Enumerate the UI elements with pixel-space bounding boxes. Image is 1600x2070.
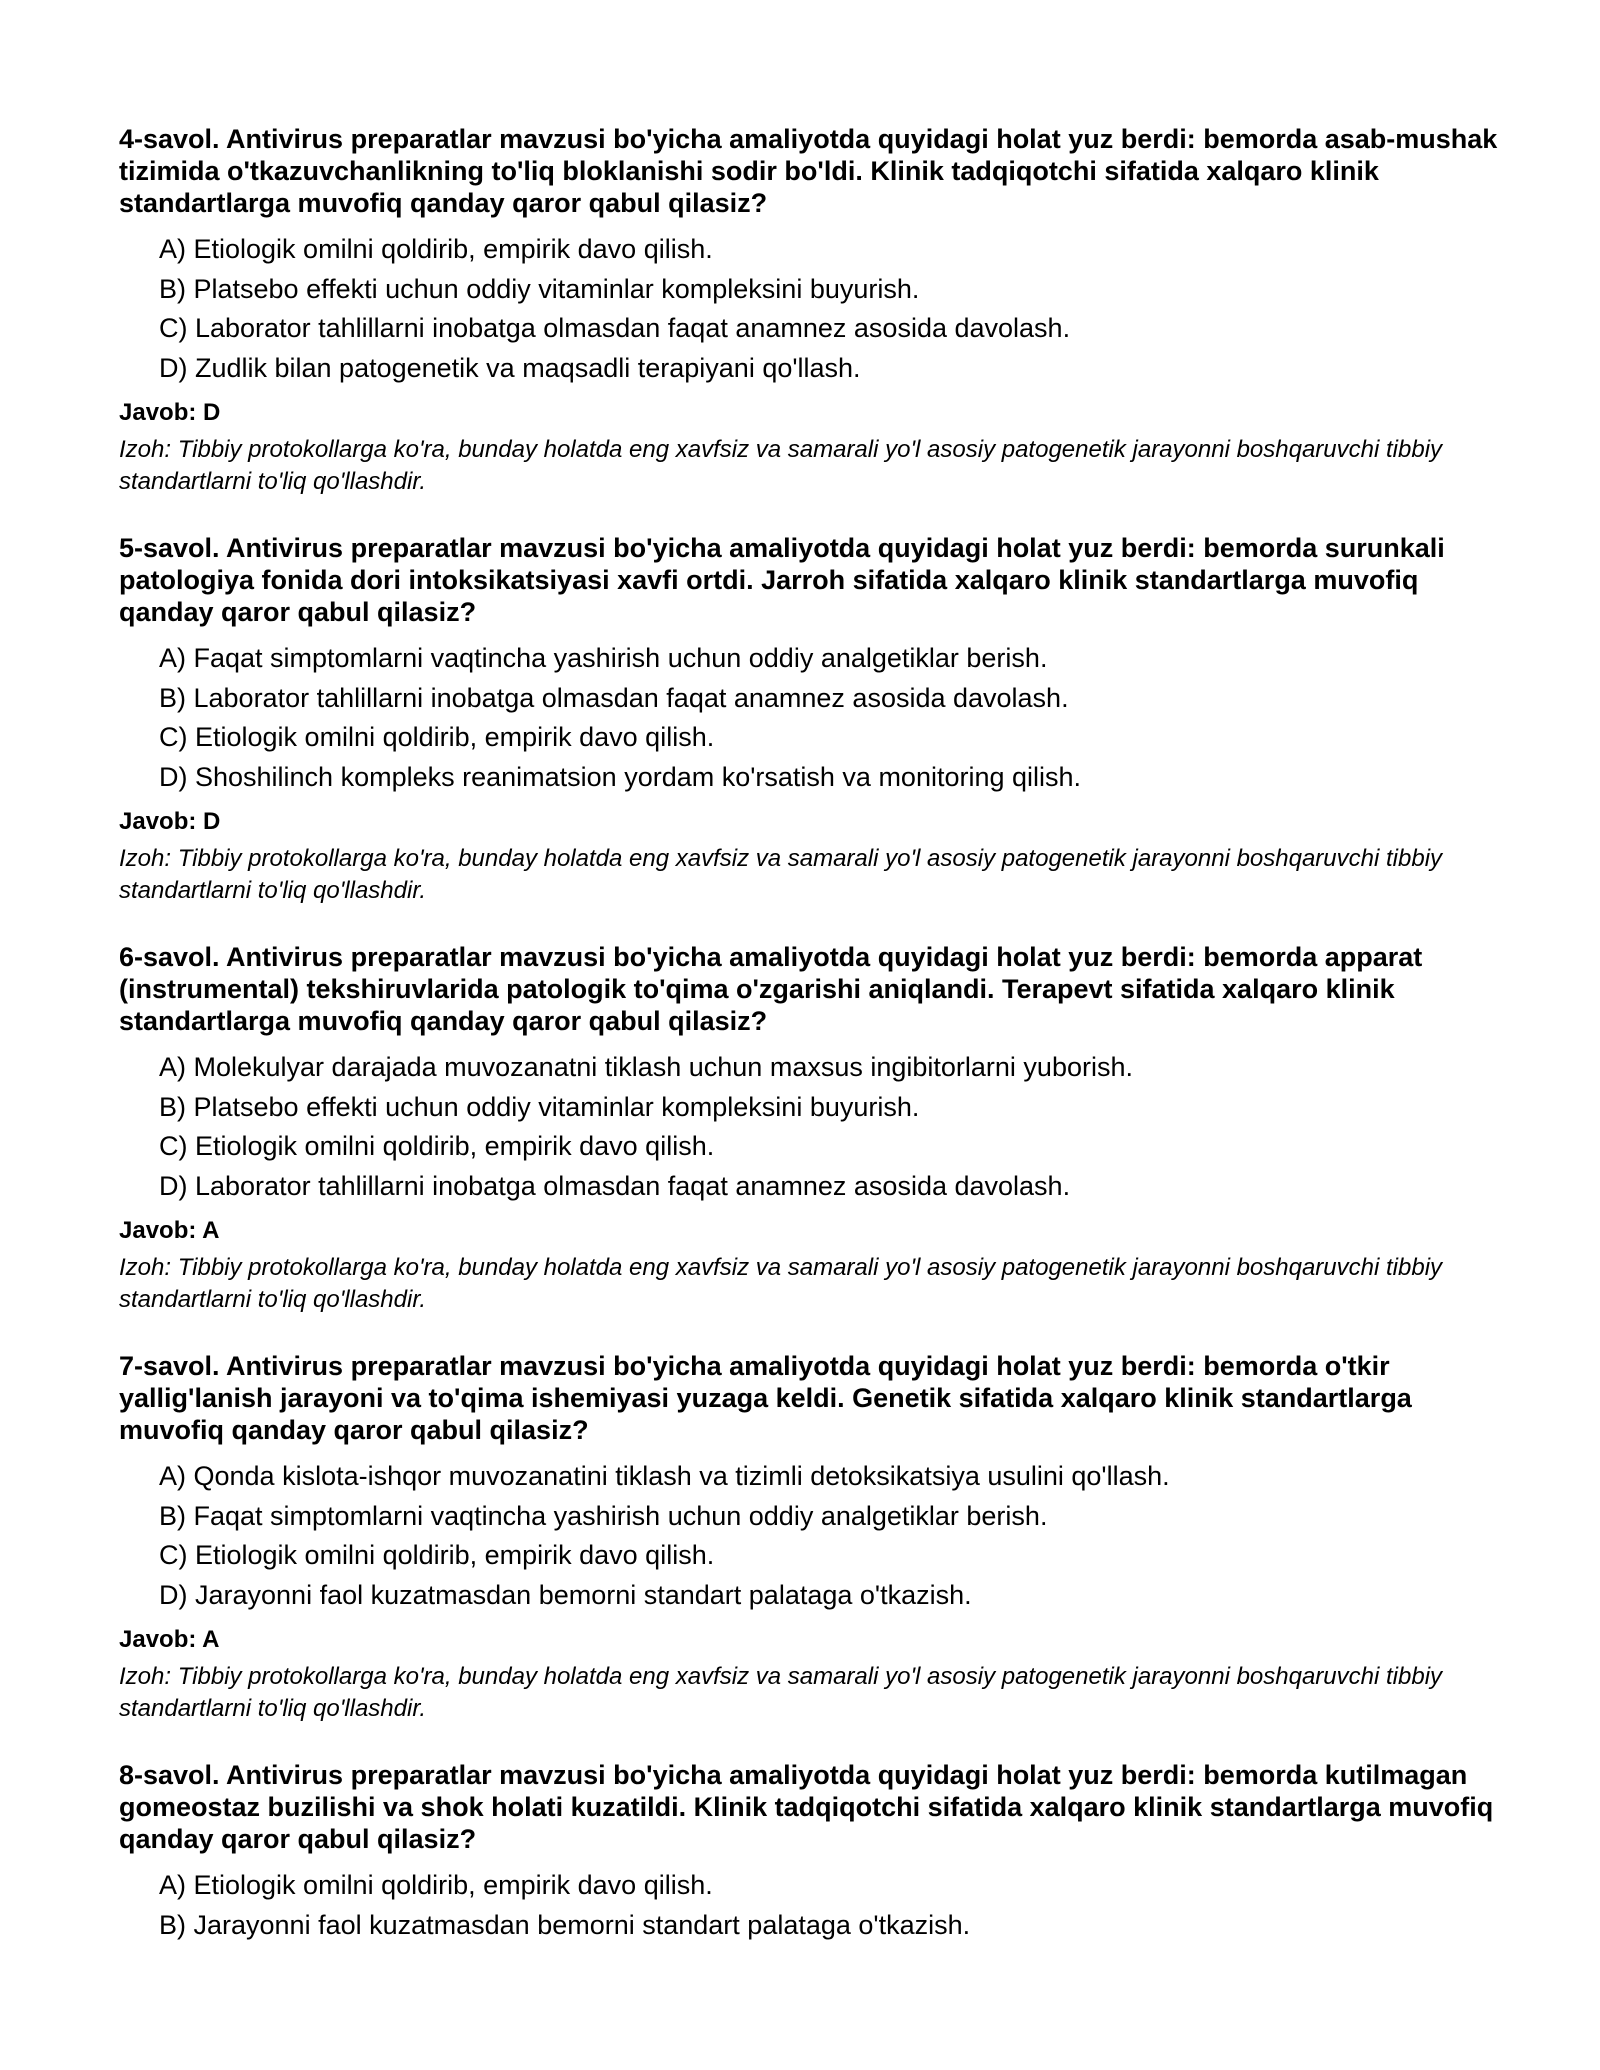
- option-b: B) Platsebo effekti uchun oddiy vitaminlar kompleksini buyurish.: [159, 273, 920, 304]
- answer-line: Javob: A: [119, 1217, 220, 1244]
- option-b: B) Faqat simptomlarni vaqtincha yashirish uchun oddiy analgetiklar berish.: [159, 1500, 1048, 1531]
- option-d: D) Zudlik bilan patogenetik va maqsadli terapiyani qo'llash.: [159, 352, 861, 383]
- option-a: A) Faqat simptomlarni vaqtincha yashirish uchun oddiy analgetiklar berish.: [159, 643, 1048, 673]
- answer-line: Javob: D: [119, 399, 221, 426]
- option-b: B) Laborator tahlillarni inobatga olmasdan faqat anamnez asosida davolash.: [159, 682, 1069, 713]
- question-block-4: [119, 123, 1499, 498]
- explanation-note: Izoh: Tibbiy protokollarga ko'ra, bunday holatda eng xavfsiz va samarali yo'l asosiy patogenetik jarayonni boshqaruvchi tibbiy standartlarni to'liq qo'llashdir.: [119, 1663, 1443, 1722]
- explanation-note: Izoh: Tibbiy protokollarga ko'ra, bunday holatda eng xavfsiz va samarali yo'l asosiy patogenetik jarayonni boshqaruvchi tibbiy standartlarni to'liq qo'llashdir.: [119, 1254, 1443, 1313]
- answer-options: [159, 230, 1499, 388]
- option-d: D) Shoshilinch kompleks reanimatsion yordam ko'rsatish va monitoring qilish.: [159, 761, 1082, 792]
- option-b: B) Platsebo effekti uchun oddiy vitaminlar kompleksini buyurish.: [159, 1091, 920, 1122]
- question-text: 8-savol. Antivirus preparatlar mavzusi bo'yicha amaliyotda quyidagi holat yuz berdi: bemorda kutilmagan gomeostaz buzilishi va shok holati kuzatildi. Klinik tadqiqotchi sifatida xalqaro klinik standartlarga muvofiq qanday qaror qabul qilasiz?: [119, 1760, 1494, 1854]
- answer-options: [159, 639, 1499, 797]
- option-a: A) Etiologik omilni qoldirib, empirik davo qilish.: [159, 234, 713, 264]
- answer-options: [159, 1457, 1499, 1615]
- question-block-5: [119, 532, 1499, 907]
- option-a: A) Etiologik omilni qoldirib, empirik davo qilish.: [159, 1870, 713, 1900]
- option-a: A) Molekulyar darajada muvozanatni tiklash uchun maxsus ingibitorlarni yuborish.: [159, 1052, 1133, 1082]
- option-c: C) Laborator tahlillarni inobatga olmasdan faqat anamnez asosida davolash.: [159, 313, 1071, 343]
- option-c: C) Etiologik omilni qoldirib, empirik davo qilish.: [159, 722, 715, 752]
- question-text: 6-savol. Antivirus preparatlar mavzusi bo'yicha amaliyotda quyidagi holat yuz berdi: bemorda apparat (instrumental) tekshiruvlarida patologik to'qima o'zgarishi aniqlandi. Terapevt sifatida xalqaro klinik standartlarga muvofiq qanday qaror qabul qilasiz?: [119, 942, 1423, 1036]
- answer-line: Javob: A: [119, 1626, 220, 1653]
- question-text: 7-savol. Antivirus preparatlar mavzusi bo'yicha amaliyotda quyidagi holat yuz berdi: bemorda o'tkir yallig'lanish jarayoni va to'qima ishemiyasi yuzaga keldi. Genetik sifatida xalqaro klinik standartlarga muvofiq qanday qaror qabul qilasiz?: [119, 1351, 1412, 1445]
- explanation-note: Izoh: Tibbiy protokollarga ko'ra, bunday holatda eng xavfsiz va samarali yo'l asosiy patogenetik jarayonni boshqaruvchi tibbiy standartlarni to'liq qo'llashdir.: [119, 436, 1443, 495]
- option-c: C) Etiologik omilni qoldirib, empirik davo qilish.: [159, 1131, 715, 1161]
- question-block-7: [119, 1350, 1499, 1725]
- option-b: B) Jarayonni faol kuzatmasdan bemorni standart palataga o'tkazish.: [159, 1909, 971, 1940]
- answer-options: [159, 1048, 1499, 1206]
- option-d: D) Laborator tahlillarni inobatga olmasdan faqat anamnez asosida davolash.: [159, 1170, 1071, 1201]
- answer-line: Javob: D: [119, 808, 221, 835]
- answer-options: [159, 1866, 1499, 1945]
- option-a: A) Qonda kislota-ishqor muvozanatini tiklash va tizimli detoksikatsiya usulini qo'llash.: [159, 1461, 1170, 1491]
- option-d: D) Jarayonni faol kuzatmasdan bemorni standart palataga o'tkazish.: [159, 1579, 972, 1610]
- explanation-note: Izoh: Tibbiy protokollarga ko'ra, bunday holatda eng xavfsiz va samarali yo'l asosiy patogenetik jarayonni boshqaruvchi tibbiy standartlarni to'liq qo'llashdir.: [119, 845, 1443, 904]
- question-text: 5-savol. Antivirus preparatlar mavzusi bo'yicha amaliyotda quyidagi holat yuz berdi: bemorda surunkali patologiya fonida dori intoksikatsiyasi xavfi ortdi. Jarroh sifatida xalqaro klinik standartlarga muvofiq qanday qaror qabul qilasiz?: [119, 533, 1445, 627]
- question-block-8: [119, 1759, 1499, 1945]
- question-text: 4-savol. Antivirus preparatlar mavzusi bo'yicha amaliyotda quyidagi holat yuz berdi: bemorda asab-mushak tizimida o'tkazuvchanlikning to'liq bloklanishi sodir bo'ldi. Klinik tadqiqotchi sifatida xalqaro klinik standartlarga muvofiq qanday qaror qabul qilasiz?: [119, 124, 1498, 218]
- question-block-6: [119, 941, 1499, 1316]
- option-c: C) Etiologik omilni qoldirib, empirik davo qilish.: [159, 1540, 715, 1570]
